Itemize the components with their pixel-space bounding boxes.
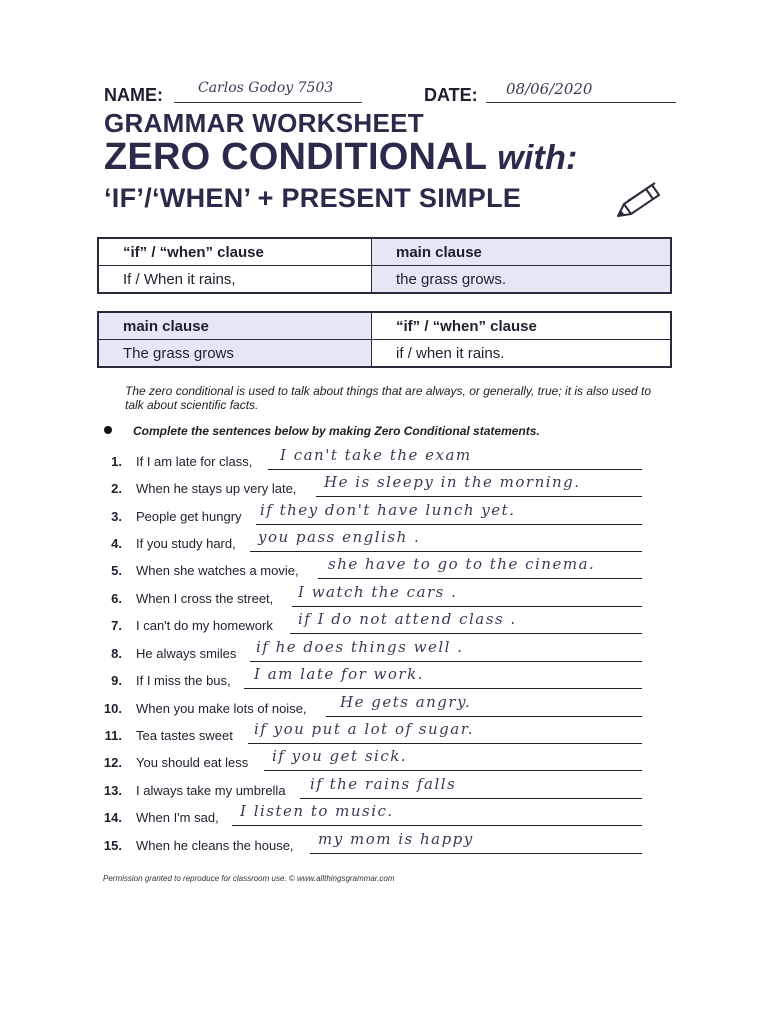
item-prompt: When I'm sad, bbox=[136, 810, 219, 825]
item-prompt: If you study hard, bbox=[136, 536, 236, 551]
answer-text: if he does things well . bbox=[256, 638, 464, 656]
item-number: 9. bbox=[111, 673, 122, 688]
item-prompt: If I miss the bus, bbox=[136, 673, 231, 688]
table2-cell-main-clause: The grass grows bbox=[98, 340, 372, 368]
intro-text: The zero conditional is used to talk about things that are always, or generally, true; it is also used to talk about scientific facts. bbox=[125, 384, 652, 412]
exercise-item bbox=[0, 775, 768, 802]
example-table-if-first bbox=[97, 237, 672, 294]
exercise-item bbox=[0, 693, 768, 720]
answer-field[interactable] bbox=[264, 747, 642, 771]
answer-field[interactable] bbox=[250, 638, 642, 662]
name-field[interactable]: Carlos Godoy 7503 bbox=[198, 80, 334, 96]
topic-title-with: with: bbox=[497, 139, 578, 177]
item-number: 4. bbox=[111, 536, 122, 551]
exercise-item bbox=[0, 665, 768, 692]
item-prompt: People get hungry bbox=[136, 509, 242, 524]
item-number: 7. bbox=[111, 618, 122, 633]
answer-text: I can't take the exam bbox=[280, 446, 472, 464]
item-number: 8. bbox=[111, 646, 122, 661]
answer-text: if they don't have lunch yet. bbox=[260, 501, 516, 519]
exercise-item bbox=[0, 720, 768, 747]
answer-field[interactable] bbox=[232, 802, 642, 826]
table1-header-main-clause: main clause bbox=[372, 238, 672, 266]
item-prompt: When you make lots of noise, bbox=[136, 701, 307, 716]
answer-text: she have to go to the cinema. bbox=[328, 555, 596, 573]
topic-title-main: ZERO CONDITIONAL bbox=[104, 136, 487, 178]
item-prompt: I always take my umbrella bbox=[136, 783, 286, 798]
exercise-item bbox=[0, 473, 768, 500]
answer-text: you pass english . bbox=[258, 528, 421, 546]
table2-cell-if-clause: if / when it rains. bbox=[372, 340, 672, 368]
answer-field[interactable] bbox=[316, 473, 642, 497]
table1-cell-main-clause: the grass grows. bbox=[372, 266, 672, 294]
example-table-main-first bbox=[97, 311, 672, 368]
answer-field[interactable] bbox=[292, 583, 642, 607]
topic-subtitle: ‘IF’/‘WHEN’ + PRESENT SIMPLE bbox=[104, 183, 522, 213]
item-prompt: He always smiles bbox=[136, 646, 237, 661]
exercise-item bbox=[0, 638, 768, 665]
answer-text: I listen to music. bbox=[240, 802, 394, 820]
instructions: Complete the sentences below by making Zero Conditional statements. bbox=[133, 424, 540, 438]
answer-field[interactable] bbox=[244, 665, 642, 689]
table1-header-if-clause: “if” / “when” clause bbox=[98, 238, 372, 266]
answer-field[interactable] bbox=[250, 528, 642, 552]
answer-text: I watch the cars . bbox=[298, 583, 458, 601]
answer-field[interactable] bbox=[256, 501, 642, 525]
worksheet-title: GRAMMAR WORKSHEET bbox=[104, 108, 424, 138]
table2-header-if-clause: “if” / “when” clause bbox=[372, 312, 672, 340]
item-number: 12. bbox=[103, 755, 122, 770]
answer-field[interactable] bbox=[290, 610, 642, 634]
exercise-item bbox=[0, 528, 768, 555]
item-prompt: You should eat less bbox=[136, 755, 249, 770]
item-number: 6. bbox=[111, 591, 122, 606]
exercise-item bbox=[0, 747, 768, 774]
answer-text: He gets angry. bbox=[340, 693, 472, 711]
answer-field[interactable] bbox=[318, 555, 642, 579]
item-prompt: Tea tastes sweet bbox=[136, 728, 233, 743]
item-number: 3. bbox=[111, 509, 122, 524]
date-field[interactable]: 08/06/2020 bbox=[506, 80, 593, 98]
item-number: 10. bbox=[103, 701, 122, 716]
exercise-item bbox=[0, 555, 768, 582]
item-number: 13. bbox=[103, 783, 122, 798]
answer-text: if the rains falls bbox=[310, 775, 457, 793]
exercise-item bbox=[0, 501, 768, 528]
item-prompt: When she watches a movie, bbox=[136, 563, 299, 578]
item-number: 5. bbox=[111, 563, 122, 578]
answer-text: if I do not attend class . bbox=[298, 610, 517, 628]
item-number: 1. bbox=[111, 454, 122, 469]
exercise-item bbox=[0, 610, 768, 637]
answer-field[interactable] bbox=[326, 693, 642, 717]
exercise-item bbox=[0, 583, 768, 610]
name-label: NAME: bbox=[104, 85, 163, 105]
date-label: DATE: bbox=[424, 85, 478, 105]
answer-text: He is sleepy in the morning. bbox=[324, 473, 581, 491]
answer-field[interactable] bbox=[300, 775, 642, 799]
topic-title bbox=[104, 136, 578, 179]
answer-field[interactable] bbox=[248, 720, 642, 744]
item-prompt: When I cross the street, bbox=[136, 591, 274, 606]
answer-field[interactable] bbox=[310, 830, 642, 854]
item-prompt: If I am late for class, bbox=[136, 454, 253, 469]
answer-field[interactable] bbox=[268, 446, 642, 470]
footer-permission: Permission granted to reproduce for classroom use. © www.allthingsgrammar.com bbox=[103, 874, 395, 883]
pencil-icon bbox=[614, 180, 664, 220]
answer-text: I am late for work. bbox=[254, 665, 424, 683]
answer-text: if you get sick. bbox=[272, 747, 408, 765]
item-number: 14. bbox=[103, 810, 122, 825]
answer-text: if you put a lot of sugar. bbox=[254, 720, 474, 738]
item-number: 15. bbox=[103, 838, 122, 853]
table1-cell-if-clause: If / When it rains, bbox=[98, 266, 372, 294]
item-number: 2. bbox=[111, 481, 122, 496]
item-prompt: When he stays up very late, bbox=[136, 481, 297, 496]
item-prompt: When he cleans the house, bbox=[136, 838, 294, 853]
exercise-item bbox=[0, 802, 768, 829]
answer-text: my mom is happy bbox=[318, 830, 474, 848]
table2-header-main-clause: main clause bbox=[98, 312, 372, 340]
bullet-icon bbox=[104, 426, 112, 434]
exercise-item bbox=[0, 446, 768, 473]
exercise-item bbox=[0, 830, 768, 857]
item-prompt: I can't do my homework bbox=[136, 618, 273, 633]
item-number: 11. bbox=[104, 728, 122, 743]
